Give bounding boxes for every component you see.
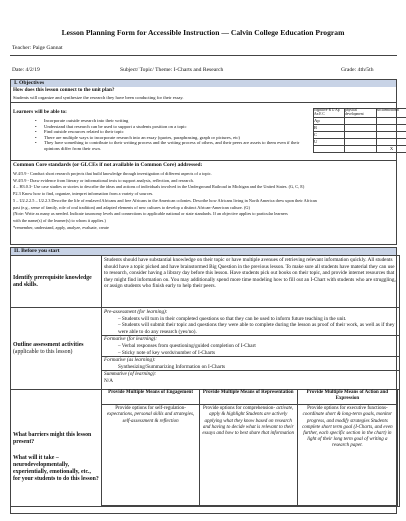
grid-cell (377, 131, 406, 138)
pre-assessment-item: – Students will turn in their completed questions so that they can be used to inform future teaching in the unit. (118, 315, 347, 322)
date-label: Date: (12, 67, 25, 73)
udl-cell (102, 390, 400, 507)
grade-label: Grade: (341, 67, 357, 73)
assessment-cell (102, 308, 400, 390)
teacher-value: Paige Gannat (32, 45, 63, 51)
udl-italic: coordinate short & long-term goals, monitor progress, and modify strategies Students complete short term goal (I-Charts, and even further, each specific section in the chart) in light of their long term goal of writing a research paper. (302, 412, 393, 449)
barriers-label (11, 390, 102, 507)
udl-text: Provide options for self-regulation- (115, 406, 186, 412)
udl-text: Provide options for executive functions- (307, 406, 388, 412)
list-item: • Understand that research can be used to support a students position on a topic (44, 124, 307, 130)
formative-label: Formative (for learning): (102, 335, 399, 343)
grade-value: 4th/5th (357, 67, 374, 73)
standard-line: past (e.g., sense of family, role of oral tradition) and adapted elements of new cultures to develop a distinct African-American culture. (G) (13, 204, 250, 210)
grid-cell (345, 124, 377, 131)
before-header: II. Before you start (11, 248, 396, 255)
outline-label (11, 308, 102, 390)
before-you-start-section (10, 247, 397, 514)
grid-cell (377, 138, 406, 145)
grid-cell: X (377, 145, 406, 152)
udl-cell-engagement (102, 405, 200, 506)
teacher-label: Teacher: (12, 45, 32, 51)
standard-line: 5 – U2.2.2.5 – U2.2.3 Describe the life of enslaved Africans and free Africans in the American colonies. Describe how Africans living in North America drew upon their African (13, 197, 317, 203)
divider (11, 102, 396, 103)
prereq-label: Identify prerequisite knowledge and skills. (11, 256, 102, 308)
standard-line: with the name(s) of the learner(s) to whom it applies.) (13, 217, 106, 223)
grid-header: cognitive-R U Ap An E C (314, 109, 345, 118)
divider (10, 55, 397, 56)
grid-cell (345, 138, 377, 145)
grid-cell: C (314, 131, 345, 138)
standard-line: W.4/5.9 - Conduct short research projects that build knowledge through investigation of different aspects of a topic. (13, 171, 212, 176)
grid-cell: U (314, 138, 345, 145)
date-value: 4/2/19 (25, 67, 40, 73)
grid-cell: Ap (314, 117, 345, 124)
grade-line (341, 67, 374, 73)
standard-line: *remember, understand, apply, analyze, evaluate, create (13, 224, 109, 230)
standard-line: P2.3 Know how to find, organize, interpret information from a variety of sources. (13, 191, 154, 197)
standard-line: 4 – H3.0.3- Use case studies or stories to describe the ideas and actions of individuals involved in the Underground Railroad in Michigan and the United States. (G, C, E) (13, 184, 305, 190)
grid-cell (377, 124, 406, 131)
grid-header: socioemotional (377, 109, 406, 118)
standard-line: W.4/5.9 - Draw evidence from literary or informational texts to support analysis, reflection, and research. (13, 177, 194, 183)
core-standards-heading: Common Core standards (or GLCEs if not available in Common Core) addressed: (13, 162, 203, 168)
domain-grid (313, 108, 406, 153)
page-title: Lesson Planning Form for Accessible Instruction — Calvin College Education Program (61, 28, 345, 37)
core-standards-text (13, 171, 393, 231)
objectives-header: I. Objectives (11, 80, 396, 87)
grid-cell (345, 131, 377, 138)
formative-item: – Verbal responses from questioning/guided completion of I-Chart (118, 342, 256, 349)
subject-value: I-Charts and Research (173, 67, 224, 73)
pre-assessment-label: Pre-assessment (for learning): (104, 309, 168, 315)
udl-table (101, 389, 398, 506)
date-line (12, 67, 40, 73)
unit-plan-answer: Students will organize and synthesize the research they have been conducting for their essay. (13, 95, 184, 100)
udl-text: Provide options for comprehension- (203, 406, 276, 412)
formative-item: – Sticky note of key words/number of I-Charts (118, 349, 215, 356)
grid-cell (345, 145, 377, 152)
summative-label: Summative (of learning): (102, 370, 399, 378)
standard-line: (Note: Write as many as needed. Indicate taxonomy levels and connections to applicable national or state standards. If an objective applies to particular learners (13, 211, 288, 217)
learners-will-heading: Learners will be able to: (13, 109, 67, 115)
objectives-section (10, 79, 397, 245)
what-will-it-take: What will it take – neurodevelopmentally, experientially, emotionally, etc., for your students to do this lesson? (13, 455, 99, 482)
udl-cell-representation (199, 405, 297, 506)
udl-italic: activate, apply & highlight Students are actively applying what they know based on research and having to decide what is relevant to their essays and how to best share that information (202, 406, 295, 437)
pre-assessment-item: – Students will submit their topic and questions they were able to complete during the lesson as proof of their work, as well as if they were able to do any research (yes/no). (118, 322, 395, 335)
unit-plan-question: How does this lesson connect to the unit plan? (13, 87, 115, 93)
objectives-list (11, 118, 307, 152)
grid-cell: R (314, 124, 345, 131)
before-table (10, 255, 400, 507)
udl-header: Provide Multiple Means of Engagement (102, 390, 200, 405)
formative-item: Synthesizing/Summarizing Information on I-Charts (118, 363, 226, 370)
outline-label-sub: (applicable to this lesson) (13, 348, 73, 355)
list-item: • There are multiple ways to incorporate research into an essay (quotes, paraphrasing, graph or pictures, etc) (44, 135, 307, 141)
grid-cell (345, 117, 377, 124)
formative-label-2: Formative (as learning): (102, 356, 399, 364)
divider (11, 160, 396, 161)
prereq-text: Students should have substantial knowledge on their topic or have multiple avenues of retrieving relevant information quickly. All students should have a topic picked and have brainstormed Big Question in the previous lesson. To make sure all students have material they can use to research, consider having a library day before this lesson. Have students pick out books on their topic, and provide internet resources that they might find information on. You may additionally spend more time modeling how to fill out an I-Chart with students who are struggling, or assign students who finish early to help their peers. (102, 256, 400, 308)
grid-cell (314, 145, 345, 152)
grid-header: physical development (345, 109, 377, 118)
udl-cell-action (297, 405, 398, 506)
teacher-line (12, 45, 63, 51)
list-item: • Find outside resources related to their topic (44, 129, 307, 135)
udl-header: Provide Multiple Means of Action and Expression (297, 390, 398, 405)
list-item: • Incorporate outside research into their writing (44, 118, 307, 124)
udl-header: Provide Multiple Means of Representation (199, 390, 297, 405)
udl-italic: expectations, personal skills and strategies, self-assessment & reflection (106, 412, 195, 424)
list-item: • They have something to contribute to their writing process and the writing process of others, and their peers are assets to them even if their opinions differ from their own. (44, 140, 307, 151)
grid-cell (377, 117, 406, 124)
subject-line (120, 67, 223, 73)
subject-label: Subject/ Topic/ Theme: (120, 67, 173, 73)
barriers-question: What barriers might this lesson present? (13, 432, 92, 445)
outline-label-main: Outline assessment activities (13, 341, 84, 348)
summative-value: N/A (104, 377, 113, 384)
